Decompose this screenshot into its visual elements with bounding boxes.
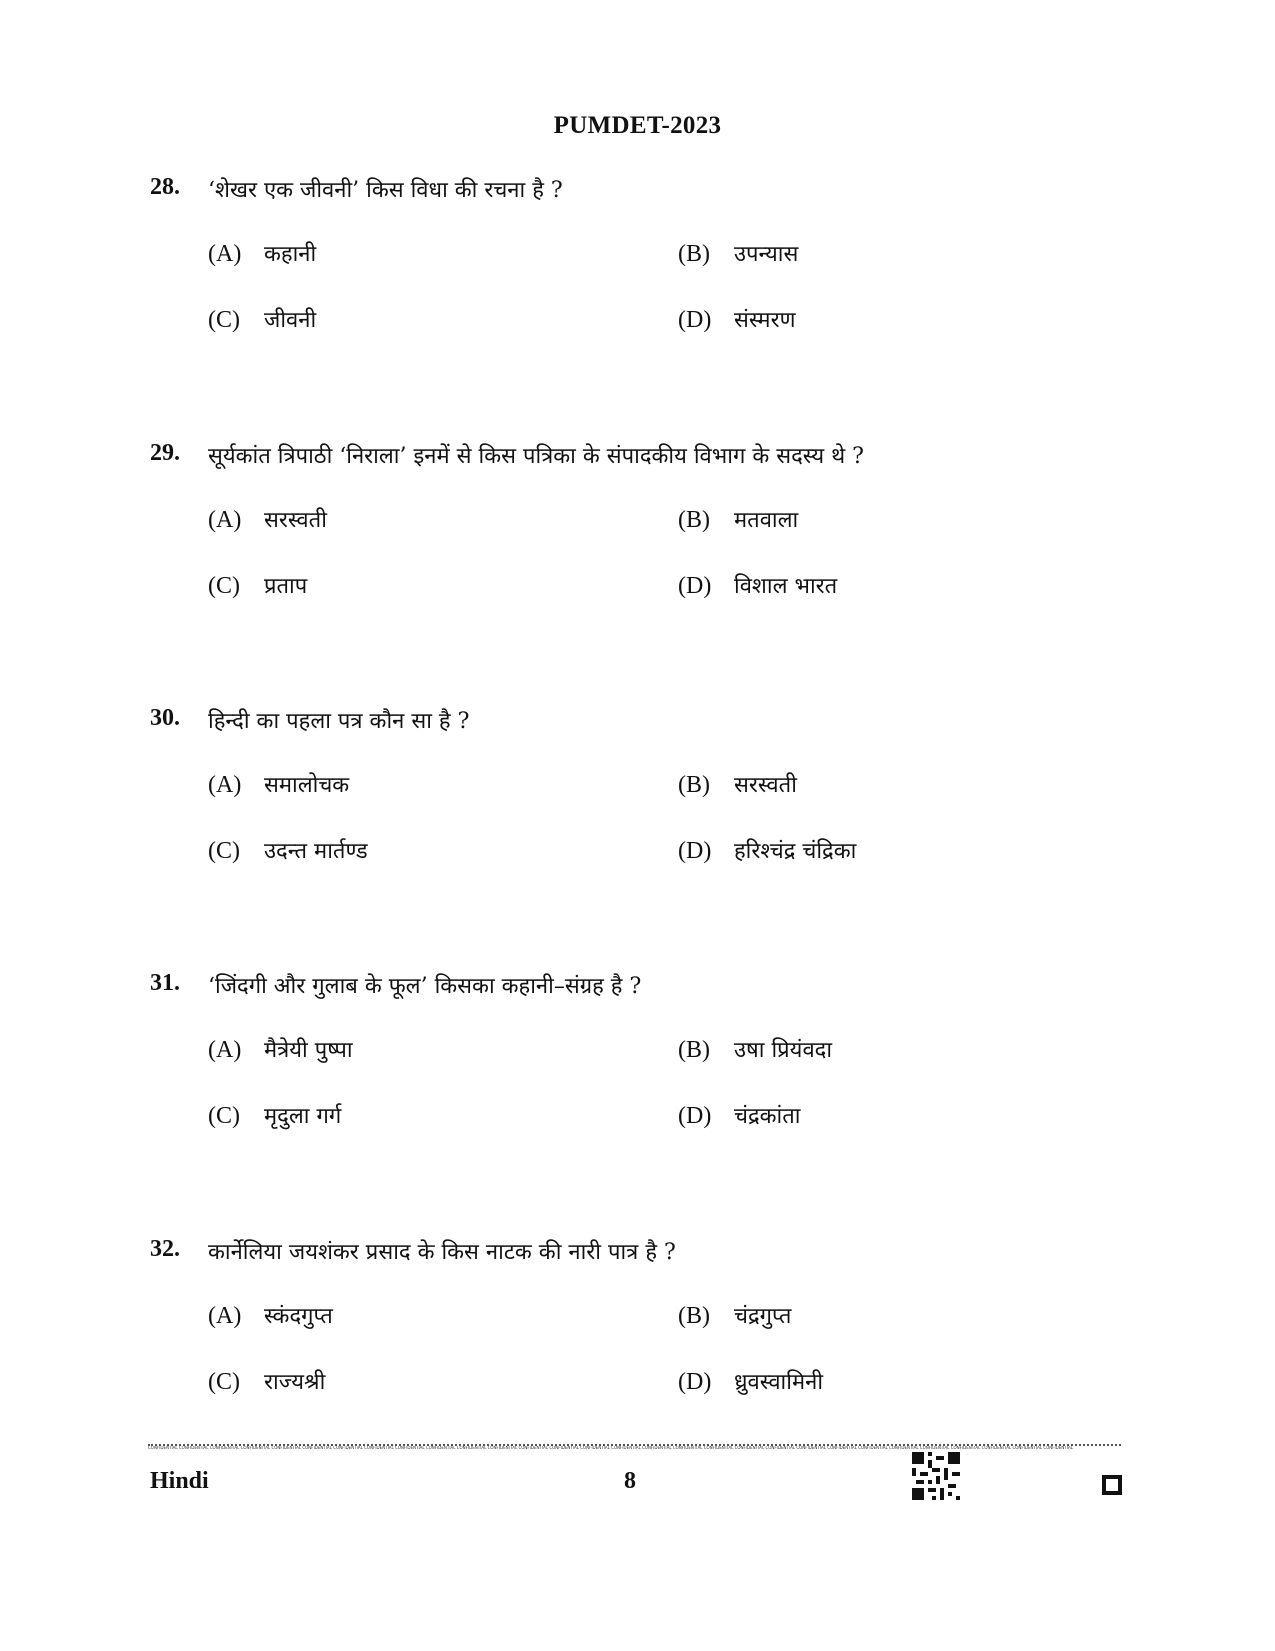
option-c [208, 570, 307, 600]
option-b [678, 238, 798, 268]
option-text: सरस्वती [734, 773, 797, 798]
option-label: (A) [208, 507, 242, 533]
option-text: उदन्त मार्तण्ड [264, 839, 368, 864]
option-label: (D) [678, 1369, 712, 1395]
option-a [208, 1300, 333, 1330]
option-text: ध्रुवस्वामिनी [734, 1370, 824, 1395]
option-d [678, 1100, 800, 1130]
option-b [678, 504, 798, 534]
option-text: हरिश्चंद्र चंद्रिका [734, 839, 857, 864]
option-label: (D) [678, 838, 712, 864]
option-c [208, 1366, 325, 1396]
option-text: प्रताप [264, 574, 308, 599]
option-label: (C) [208, 573, 240, 599]
question-text: हिन्दी का पहला पत्र कौन सा है ? [208, 709, 470, 734]
option-text: विशाल भारत [734, 574, 838, 599]
option-text: उषा प्रियंवदा [734, 1038, 833, 1063]
corner-square-icon [1102, 1475, 1122, 1495]
qr-code-icon [912, 1452, 960, 1500]
option-label: (B) [678, 772, 710, 798]
option-label: (D) [678, 307, 712, 333]
option-label: (C) [208, 1103, 240, 1129]
option-label: (D) [678, 1103, 712, 1129]
option-label: (A) [208, 1037, 242, 1063]
option-text: मैत्रेयी पुष्पा [264, 1038, 353, 1063]
option-c [208, 1100, 341, 1130]
option-label: (A) [208, 772, 242, 798]
question-31 [150, 970, 1150, 1129]
question-text: ‘शेखर एक जीवनी’ किस विधा की रचना है ? [208, 178, 563, 203]
question-number: 31. [150, 970, 180, 996]
option-label: (B) [678, 507, 710, 533]
option-label: (A) [208, 241, 242, 267]
option-label: (B) [678, 241, 710, 267]
option-a [208, 1034, 353, 1064]
question-32 [150, 1236, 1150, 1395]
question-text: सूर्यकांत त्रिपाठी ‘निराला’ इनमें से किस पत्रिका के संपादकीय विभाग के सदस्य थे ? [208, 444, 864, 469]
option-label: (C) [208, 307, 240, 333]
option-label: (A) [208, 1303, 242, 1329]
option-b [678, 1034, 832, 1064]
option-a [208, 238, 316, 268]
question-number: 29. [150, 440, 180, 466]
option-text: कहानी [264, 242, 317, 267]
option-d [678, 304, 796, 334]
question-number: 28. [150, 174, 180, 200]
question-text: कार्नेलिया जयशंकर प्रसाद के किस नाटक की नारी पात्र है ? [208, 1240, 676, 1265]
confidential-strip: CONFIDENTIAL CONFIDENTIAL CONFIDENTIAL CONFIDENTIAL CONFIDENTIAL CONFIDENTIAL CONFIDENTIAL CONFIDENTIAL CONFIDENTIAL CONFIDENTIAL CONFIDENTIAL CONFIDENTIAL CONFIDENTIAL CONFIDENTIAL CONFIDENTIAL CONFIDENTIAL CONFIDENTIAL CONFIDENTIAL CONFIDENTIAL CONFIDENTIAL CONFIDENTIAL CONFIDENTIAL CONFIDENTIAL CONFIDENTIAL CONFIDENTIAL CONFIDENTIAL CONFIDENTIAL CONFIDENTIAL CONFIDENTIAL CONFIDENTIAL [148, 1444, 1121, 1452]
option-text: मृदुला गर्ग [264, 1104, 342, 1129]
option-text: चंद्रगुप्त [734, 1304, 792, 1329]
option-c [208, 304, 316, 334]
option-b [678, 1300, 791, 1330]
option-a [208, 504, 327, 534]
option-text: सरस्वती [264, 508, 327, 533]
option-d [678, 570, 837, 600]
option-label: (B) [678, 1303, 710, 1329]
option-d [678, 1366, 823, 1396]
question-29 [150, 440, 1150, 599]
question-number: 32. [150, 1236, 180, 1262]
page-header-title: PUMDET-2023 [553, 112, 722, 139]
option-label: (B) [678, 1037, 710, 1063]
question-text: ‘जिंदगी और गुलाब के फूल’ किसका कहानी–संग्रह है ? [208, 974, 642, 999]
footer-page-number: 8 [624, 1468, 636, 1494]
question-number: 30. [150, 705, 180, 731]
option-c [208, 835, 368, 865]
option-text: स्कंदगुप्त [264, 1304, 333, 1329]
option-text: समालोचक [264, 773, 350, 798]
question-28 [150, 174, 1150, 333]
option-a [208, 769, 349, 799]
option-label: (C) [208, 1369, 240, 1395]
option-text: संस्मरण [734, 308, 796, 333]
option-label: (D) [678, 573, 712, 599]
option-text: मतवाला [734, 508, 799, 533]
option-b [678, 769, 797, 799]
question-30 [150, 705, 1150, 864]
footer-subject: Hindi [150, 1468, 209, 1494]
option-text: जीवनी [264, 308, 317, 333]
option-label: (C) [208, 838, 240, 864]
option-d [678, 835, 856, 865]
option-text: चंद्रकांता [734, 1104, 801, 1129]
option-text: उपन्यास [734, 242, 799, 267]
option-text: राज्यश्री [264, 1370, 326, 1395]
